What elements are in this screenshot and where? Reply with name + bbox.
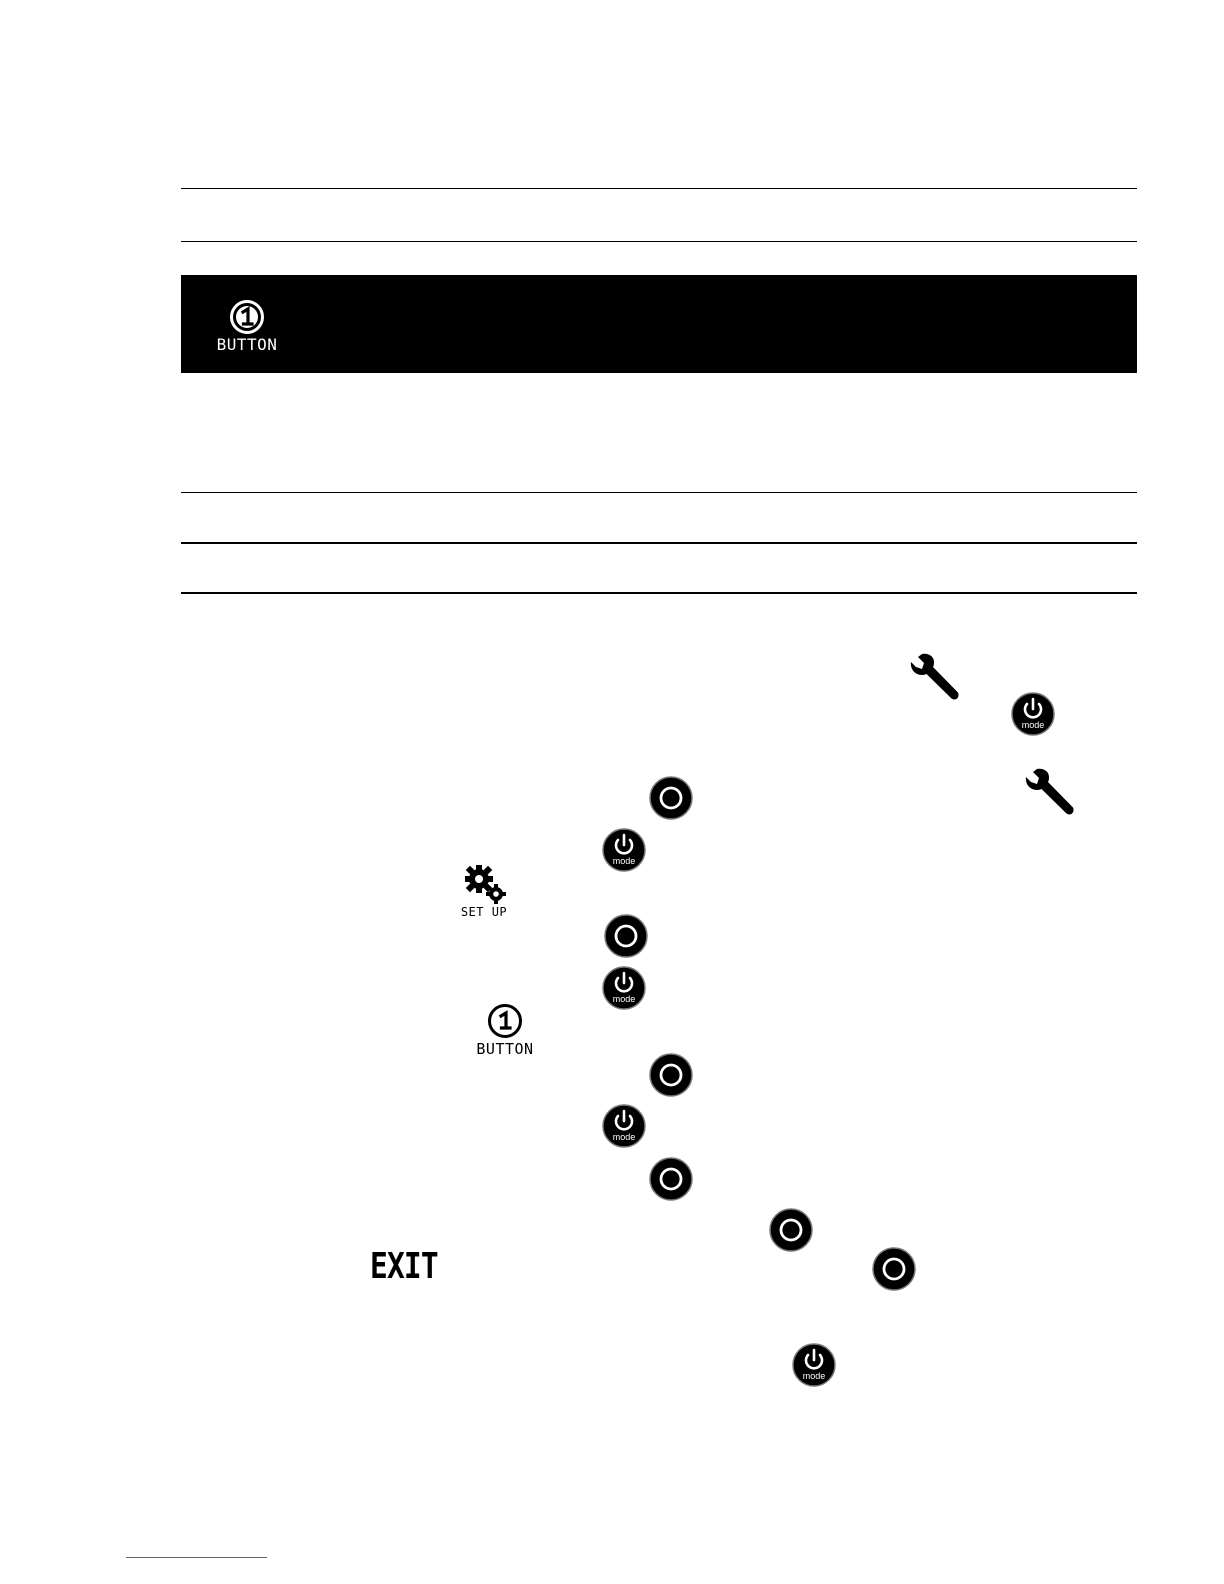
svg-text:mode: mode [612, 1132, 636, 1142]
power-mode-button-icon [1011, 692, 1055, 736]
ring-button-icon [649, 1053, 693, 1097]
ring-button-icon [649, 776, 693, 820]
one-badge-icon [487, 1003, 523, 1039]
svg-text:mode: mode [802, 1371, 826, 1381]
button-label: BUTTON [476, 1040, 534, 1058]
ring-button-icon [649, 1157, 693, 1201]
ring-button-icon [872, 1247, 916, 1291]
svg-text:mode: mode [612, 994, 636, 1004]
power-mode-button-icon [602, 828, 646, 872]
header-bottom-rule [181, 241, 1137, 242]
svg-text:mode: mode [1021, 720, 1045, 730]
power-mode-button-icon [792, 1343, 836, 1387]
wrench-icon [1025, 768, 1075, 818]
gears-icon [462, 862, 508, 904]
section-banner [181, 275, 1137, 373]
footer-link-underline [126, 1557, 267, 1558]
power-mode-button-icon [602, 1104, 646, 1148]
setup-label: SET UP [460, 905, 508, 919]
svg-text:mode: mode [612, 856, 636, 866]
ring-button-icon [769, 1208, 813, 1252]
section-rule-2 [181, 542, 1137, 544]
power-mode-button-icon [602, 966, 646, 1010]
banner-button-label: BUTTON [216, 335, 278, 354]
wrench-icon [910, 653, 960, 703]
section-rule-3 [181, 592, 1137, 594]
section-rule-1 [181, 492, 1137, 493]
exit-label: EXIT [370, 1246, 438, 1287]
ring-button-icon [604, 914, 648, 958]
top-rule [181, 188, 1137, 189]
one-button-icon [229, 299, 265, 335]
